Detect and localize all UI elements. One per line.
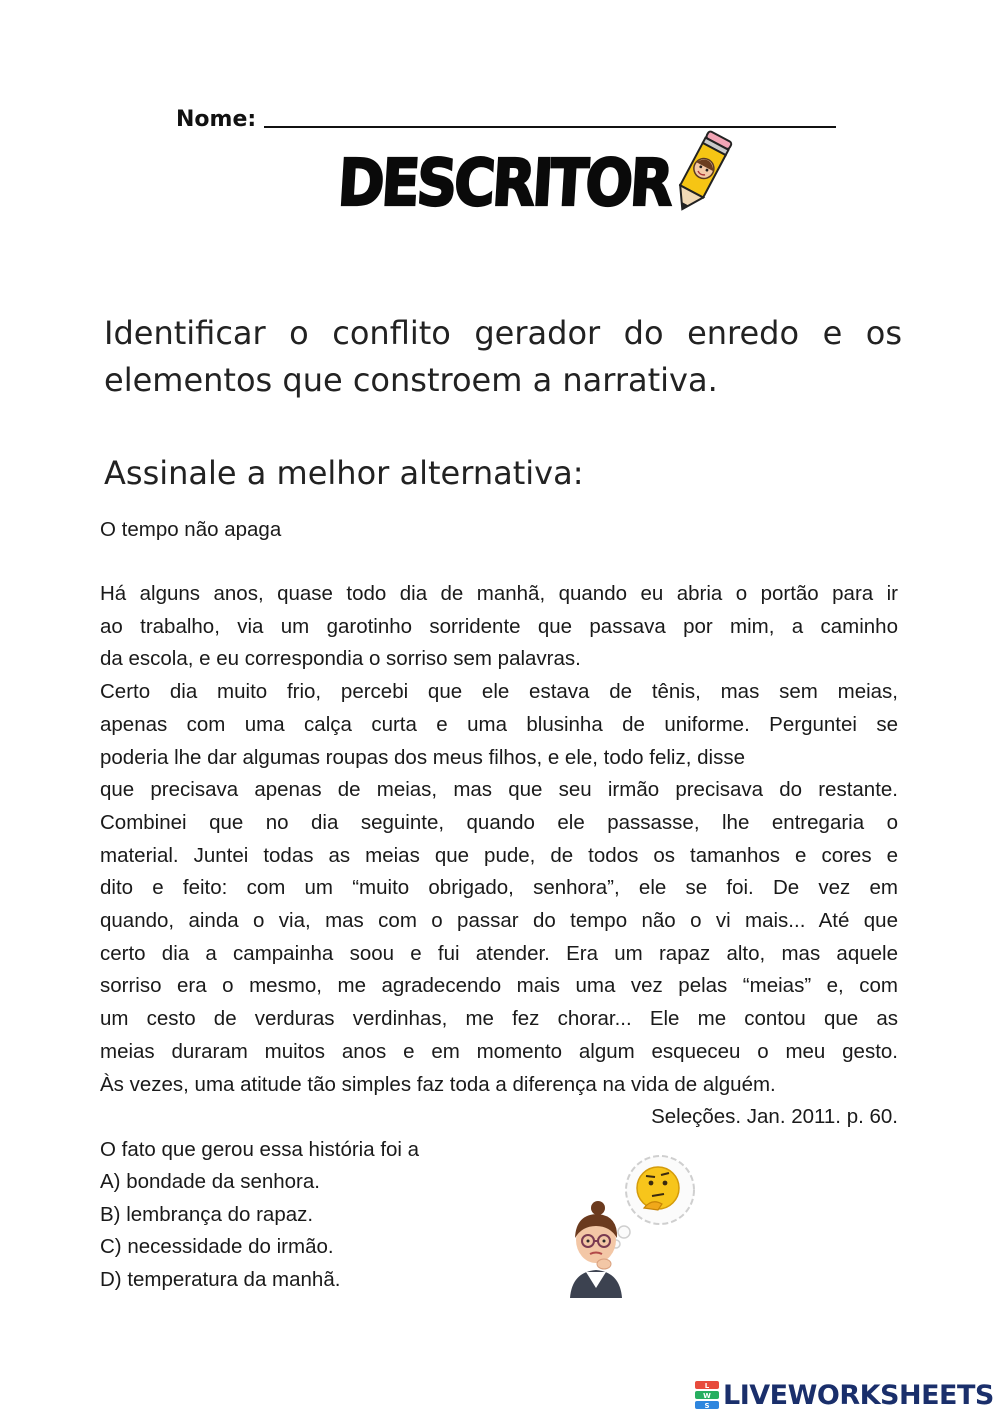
story-line: quando, ainda o via, mas com o passar do tempo não o vi mais... Até que: [100, 909, 898, 933]
descriptor-statement: Identificar o conflito gerador do enredo e os elementos que constroem a narrativa.: [104, 314, 902, 399]
story-line: Há alguns anos, quase todo dia de manhã, quando eu abria o portão para ir: [100, 582, 898, 605]
story-line: ao trabalho, via um garotinho sorridente que passava por mim, a caminho: [100, 614, 898, 638]
name-label: Nome:: [176, 107, 257, 132]
liveworksheets-logo: [694, 1378, 994, 1412]
story-line: que precisava apenas de meias, mas que seu irmão precisava do restante.: [100, 778, 898, 802]
story-line: Às vezes, uma atitude tão simples faz toda a diferença na vida de alguém.: [100, 1072, 776, 1096]
story-line: poderia lhe dar algumas roupas dos meus filhos, e ele, todo feliz, disse: [100, 745, 745, 769]
brand-name: LIVEWORKSHEETS: [723, 1379, 994, 1411]
story-line: apenas com uma calça curta e uma blusinha de uniforme. Perguntei se: [100, 712, 898, 736]
option-d[interactable]: D) temperatura da manhã.: [100, 1267, 341, 1291]
story-source: Seleções. Jan. 2011. p. 60.: [651, 1105, 898, 1128]
logo-letter: W: [703, 1392, 711, 1400]
instruction-heading: Assinale a melhor alternativa:: [104, 454, 584, 492]
story-line: material. Juntei todas as meias que pude, de todos os tamanhos e cores e: [100, 843, 898, 867]
banner-title: DESCRITOR: [335, 146, 673, 221]
name-underline: [264, 104, 836, 128]
question-prompt: O fato que gerou essa história foi a: [100, 1138, 420, 1161]
story-title: O tempo não apaga: [100, 518, 282, 541]
story-body: [100, 578, 898, 1101]
story-line: dito e feito: com um “muito obrigado, senhora”, ele se foi. De vez em: [100, 876, 898, 900]
option-b[interactable]: B) lembrança do rapaz.: [100, 1202, 314, 1226]
story-line: sorriso era o mesmo, me agradecendo mais uma vez pelas “meias” e, com: [100, 974, 898, 998]
story-line: um cesto de verduras verdinhas, me fez chorar... Ele me contou que as: [100, 1007, 898, 1031]
story-line: Certo dia muito frio, percebi que ele estava de tênis, mas sem meias,: [100, 680, 898, 704]
option-a[interactable]: A) bondade da senhora.: [100, 1170, 320, 1193]
thinking-woman-icon: [560, 1146, 710, 1298]
logo-letter: S: [704, 1402, 710, 1410]
pencil-icon: [662, 126, 742, 218]
story-line: meias duraram muitos anos e em momento algum esqueceu o meu gesto.: [100, 1039, 898, 1063]
story-line: certo dia a campainha soou e fui atender. Era um rapaz alto, mas aquele: [100, 941, 898, 965]
logo-letter: L: [704, 1382, 710, 1390]
option-c[interactable]: C) necessidade do irmão.: [100, 1235, 334, 1258]
story-line: Combinei que no dia seguinte, quando ele passasse, lhe entregaria o: [100, 810, 898, 834]
story-line: da escola, e eu correspondia o sorriso sem palavras.: [100, 647, 581, 671]
answer-options: [100, 1166, 340, 1296]
liveworksheets-logo-icon: [694, 1380, 720, 1410]
